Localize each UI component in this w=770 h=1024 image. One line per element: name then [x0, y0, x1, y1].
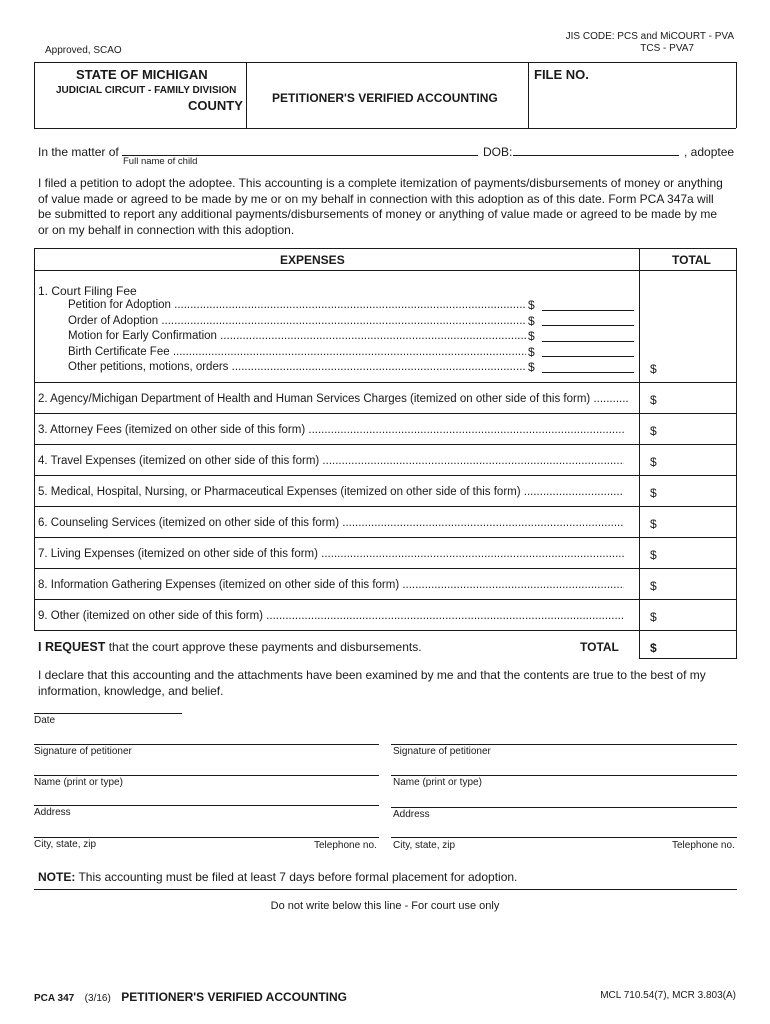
row-total-currency: $ — [650, 393, 657, 407]
court-fee-item: Birth Certificate Fee ..... — [68, 346, 526, 358]
file-number-field[interactable] — [600, 66, 730, 124]
expense-row-label: 7. Living Expenses (itemized on other side of this form) ..... — [38, 548, 624, 560]
city-field-right[interactable] — [391, 837, 737, 838]
signature-label-left: Signature of petitioner — [34, 746, 132, 757]
child-name-caption: Full name of child — [123, 156, 198, 167]
dob-label: DOB: — [483, 145, 513, 159]
footer-revision: (3/16) — [84, 993, 111, 1004]
intro-line-1: I filed a petition to adopt the adoptee. This accounting is a complete itemization of payments/disbursements of money or anything — [38, 176, 723, 190]
city-label-left: City, state, zip — [34, 839, 97, 850]
row-total-currency: $ — [650, 548, 657, 562]
footer-form-id — [34, 988, 347, 1006]
matter-prefix: In the matter of — [38, 145, 119, 159]
phone-label-left: Telephone no. — [314, 840, 377, 851]
court-fee-item: Motion for Early Confirmation ..... — [68, 330, 526, 342]
petition-fee-field[interactable] — [542, 310, 634, 311]
file-number-label: FILE NO. — [534, 67, 589, 82]
order-fee-field[interactable] — [542, 325, 634, 326]
jis-code-line1: JIS CODE: PCS and MiCOURT - PVA — [565, 31, 734, 42]
city-field-left[interactable] — [34, 837, 379, 838]
court-use-notice: Do not write below this line - For court use only — [270, 900, 500, 912]
state-of-michigan: STATE OF MICHIGAN — [76, 67, 208, 82]
judicial-circuit-family-division: JUDICIAL CIRCUIT - FAMILY DIVISION — [56, 85, 237, 96]
name-label-left: Name (print or type) — [34, 777, 123, 788]
currency-symbol: $ — [528, 329, 535, 343]
expense-row-label: 8. Information Gathering Expenses (itemized on other side of this form) ..... — [38, 579, 624, 591]
court-fee-total-currency: $ — [650, 362, 657, 376]
adoptee-suffix: , adoptee — [684, 145, 735, 159]
birth-certificate-fee-field[interactable] — [542, 356, 634, 357]
address-field-left[interactable] — [34, 805, 379, 806]
note-bold: NOTE: — [38, 870, 76, 884]
date-label: Date — [34, 715, 56, 726]
row-total-currency: $ — [650, 486, 657, 500]
intro-line-2: of value made or agreed to be made by me or on my behalf in connection with this adoption as of this date. Form PCA 347a will — [38, 191, 714, 206]
address-label-left: Address — [34, 807, 71, 818]
footer-statute: MCL 710.54(7), MCR 3.803(A) — [600, 990, 736, 1001]
declaration-line-2: information, knowledge, and belief. — [38, 683, 224, 698]
dob-field[interactable] — [513, 155, 679, 156]
county-label: COUNTY — [188, 98, 243, 113]
phone-label-right: Telephone no. — [672, 840, 735, 851]
grand-total-currency: $ — [650, 641, 657, 655]
row-total-currency: $ — [650, 579, 657, 593]
jis-code-line2: TCS - PVA7 — [640, 43, 694, 54]
expense-row-label: 6. Counseling Services (itemized on other side of this form) ..... — [38, 517, 624, 529]
expense-row-label: 5. Medical, Hospital, Nursing, or Pharmaceutical Expenses (itemized on other side of this form) ..... — [38, 486, 624, 498]
court-fee-item: Other petitions, motions, orders ..... — [68, 361, 526, 373]
currency-symbol: $ — [528, 360, 535, 374]
city-label-right: City, state, zip — [393, 840, 456, 851]
expenses-header: EXPENSES — [280, 253, 345, 267]
note — [38, 870, 517, 884]
expense-row-label: 4. Travel Expenses (itemized on other side of this form) ..... — [38, 455, 624, 467]
other-petitions-fee-field[interactable] — [542, 372, 634, 373]
signature-field-left[interactable] — [34, 744, 379, 745]
footer-form-number: PCA 347 — [34, 993, 75, 1004]
name-field-right[interactable] — [391, 775, 737, 776]
currency-symbol: $ — [528, 298, 535, 312]
approval-text: Approved, SCAO — [45, 45, 122, 56]
row-total-currency: $ — [650, 610, 657, 624]
jis-code — [566, 31, 734, 55]
name-field-left[interactable] — [34, 775, 379, 776]
row-total-currency: $ — [650, 517, 657, 531]
request-statement — [38, 640, 422, 654]
court-fee-item: Petition for Adoption ..... — [68, 299, 526, 311]
footer-title: PETITIONER'S VERIFIED ACCOUNTING — [121, 990, 348, 1004]
total-header: TOTAL — [672, 253, 711, 267]
request-text: that the court approve these payments and disbursements. — [108, 640, 422, 654]
court-filing-fee-title: 1. Court Filing Fee — [38, 284, 137, 298]
request-bold: I REQUEST — [38, 640, 106, 654]
motion-fee-field[interactable] — [542, 341, 634, 342]
currency-symbol: $ — [528, 345, 535, 359]
expense-row-label: 3. Attorney Fees (itemized on other side of this form) ..... — [38, 424, 624, 436]
signature-field-right[interactable] — [391, 744, 737, 745]
form-title: PETITIONER'S VERIFIED ACCOUNTING — [272, 91, 498, 105]
expense-row-label: 2. Agency/Michigan Department of Health and Human Services Charges (itemized on other side of this form) ..... — [38, 393, 628, 405]
declaration-line-1: I declare that this accounting and the attachments have been examined by me and that the contents are true to the best of my — [38, 668, 706, 682]
grand-total-field[interactable] — [660, 634, 734, 656]
currency-symbol: $ — [528, 314, 535, 328]
row-total-currency: $ — [650, 424, 657, 438]
row-total-currency: $ — [650, 455, 657, 469]
grand-total-label: TOTAL — [580, 640, 619, 654]
intro-paragraph — [38, 176, 738, 238]
declaration — [38, 668, 706, 699]
name-label-right: Name (print or type) — [393, 777, 482, 788]
note-text: This accounting must be filed at least 7 days before formal placement for adoption. — [78, 870, 518, 884]
court-fee-item: Order of Adoption ..... — [68, 315, 526, 327]
intro-line-4: or on my behalf in connection with this adoption. — [38, 222, 295, 237]
intro-line-3: be submitted to report any additional payments/disbursements of money or anything of value made or agreed to be made by me — [38, 207, 718, 221]
address-label-right: Address — [393, 809, 430, 820]
expense-row-label: 9. Other (itemized on other side of this form) ..... — [38, 610, 624, 622]
address-field-right[interactable] — [391, 807, 737, 808]
date-field[interactable] — [34, 713, 182, 714]
signature-label-right: Signature of petitioner — [393, 746, 491, 757]
